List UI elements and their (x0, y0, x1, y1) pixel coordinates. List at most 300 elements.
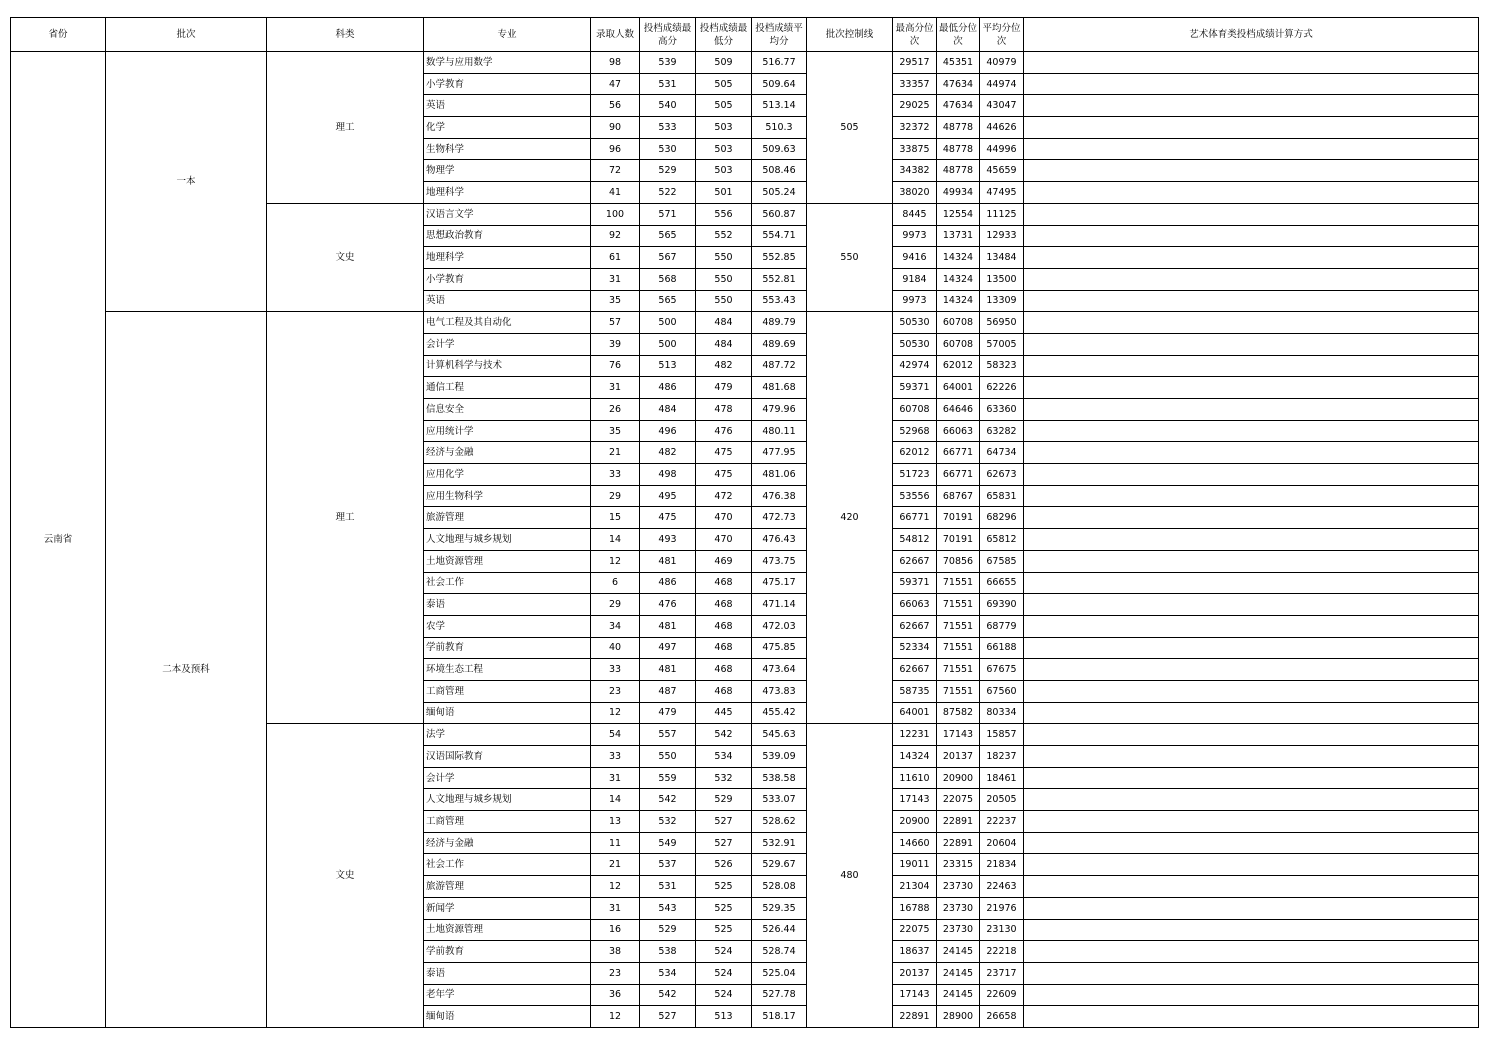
major-cell: 电气工程及其自动化 (424, 312, 591, 334)
max-score-cell: 479 (640, 702, 696, 724)
major-cell: 旅游管理 (424, 507, 591, 529)
major-cell: 物理学 (424, 160, 591, 182)
max-score-cell: 568 (640, 268, 696, 290)
enrolled-cell: 39 (591, 333, 640, 355)
enrolled-cell: 12 (591, 550, 640, 572)
avg-score-cell: 473.75 (752, 550, 807, 572)
min-rank-cell: 23315 (937, 854, 980, 876)
max-score-cell: 567 (640, 247, 696, 269)
min-score-cell: 525 (696, 919, 752, 941)
table-row (11, 52, 1479, 74)
max-score-cell: 496 (640, 420, 696, 442)
art-sports-cell (1024, 680, 1479, 702)
avg-score-cell: 528.62 (752, 811, 807, 833)
enrolled-cell: 26 (591, 399, 640, 421)
min-score-cell: 470 (696, 507, 752, 529)
avg-rank-cell: 66655 (980, 572, 1024, 594)
header-control-line: 批次控制线 (807, 18, 893, 52)
avg-score-cell: 489.69 (752, 333, 807, 355)
avg-rank-cell: 66188 (980, 637, 1024, 659)
max-rank-cell: 9973 (893, 225, 937, 247)
header-major: 专业 (424, 18, 591, 52)
header-art-sports: 艺术体育类投档成绩计算方式 (1024, 18, 1479, 52)
avg-score-cell: 513.14 (752, 95, 807, 117)
enrolled-cell: 29 (591, 594, 640, 616)
avg-rank-cell: 62673 (980, 464, 1024, 486)
min-score-cell: 503 (696, 117, 752, 139)
min-rank-cell: 66063 (937, 420, 980, 442)
avg-rank-cell: 13500 (980, 268, 1024, 290)
max-rank-cell: 21304 (893, 876, 937, 898)
min-score-cell: 532 (696, 767, 752, 789)
max-score-cell: 542 (640, 789, 696, 811)
max-rank-cell: 50530 (893, 333, 937, 355)
min-score-cell: 509 (696, 52, 752, 74)
avg-score-cell: 473.83 (752, 680, 807, 702)
min-score-cell: 468 (696, 637, 752, 659)
major-cell: 思想政治教育 (424, 225, 591, 247)
enrolled-cell: 31 (591, 897, 640, 919)
major-cell: 经济与金融 (424, 442, 591, 464)
admission-score-table (10, 17, 1479, 1028)
major-cell: 缅甸语 (424, 702, 591, 724)
min-rank-cell: 23730 (937, 919, 980, 941)
enrolled-cell: 14 (591, 529, 640, 551)
avg-score-cell: 476.38 (752, 485, 807, 507)
min-score-cell: 527 (696, 832, 752, 854)
avg-score-cell: 545.63 (752, 724, 807, 746)
art-sports-cell (1024, 854, 1479, 876)
enrolled-cell: 41 (591, 182, 640, 204)
avg-score-cell: 475.17 (752, 572, 807, 594)
major-cell: 应用生物科学 (424, 485, 591, 507)
art-sports-cell (1024, 355, 1479, 377)
avg-rank-cell: 22237 (980, 811, 1024, 833)
major-cell: 工商管理 (424, 811, 591, 833)
max-score-cell: 475 (640, 507, 696, 529)
max-rank-cell: 29025 (893, 95, 937, 117)
min-score-cell: 468 (696, 659, 752, 681)
major-cell: 会计学 (424, 333, 591, 355)
min-score-cell: 524 (696, 941, 752, 963)
max-score-cell: 559 (640, 767, 696, 789)
category-cell: 理工 (267, 52, 424, 204)
avg-score-cell: 476.43 (752, 529, 807, 551)
min-score-cell: 479 (696, 377, 752, 399)
max-score-cell: 531 (640, 876, 696, 898)
max-rank-cell: 11610 (893, 767, 937, 789)
avg-rank-cell: 45659 (980, 160, 1024, 182)
avg-rank-cell: 68296 (980, 507, 1024, 529)
major-cell: 生物科学 (424, 138, 591, 160)
min-rank-cell: 47634 (937, 73, 980, 95)
art-sports-cell (1024, 333, 1479, 355)
max-rank-cell: 9416 (893, 247, 937, 269)
min-rank-cell: 20137 (937, 746, 980, 768)
art-sports-cell (1024, 268, 1479, 290)
art-sports-cell (1024, 572, 1479, 594)
art-sports-cell (1024, 637, 1479, 659)
min-score-cell: 526 (696, 854, 752, 876)
header-min-score: 投档成绩最低分 (696, 18, 752, 52)
avg-rank-cell: 40979 (980, 52, 1024, 74)
header-avg-rank: 平均分位次 (980, 18, 1024, 52)
enrolled-cell: 38 (591, 941, 640, 963)
major-cell: 泰语 (424, 594, 591, 616)
major-cell: 信息安全 (424, 399, 591, 421)
art-sports-cell (1024, 485, 1479, 507)
max-score-cell: 534 (640, 962, 696, 984)
art-sports-cell (1024, 984, 1479, 1006)
avg-rank-cell: 23130 (980, 919, 1024, 941)
avg-score-cell: 560.87 (752, 203, 807, 225)
min-score-cell: 524 (696, 962, 752, 984)
avg-score-cell: 525.04 (752, 962, 807, 984)
enrolled-cell: 35 (591, 290, 640, 312)
control-line-cell: 550 (807, 203, 893, 311)
min-rank-cell: 70191 (937, 529, 980, 551)
avg-rank-cell: 18237 (980, 746, 1024, 768)
avg-score-cell: 554.71 (752, 225, 807, 247)
enrolled-cell: 72 (591, 160, 640, 182)
enrolled-cell: 12 (591, 1006, 640, 1028)
max-score-cell: 482 (640, 442, 696, 464)
avg-score-cell: 477.95 (752, 442, 807, 464)
control-line-cell: 505 (807, 52, 893, 204)
enrolled-cell: 54 (591, 724, 640, 746)
enrolled-cell: 36 (591, 984, 640, 1006)
min-score-cell: 503 (696, 138, 752, 160)
avg-score-cell: 472.73 (752, 507, 807, 529)
art-sports-cell (1024, 399, 1479, 421)
min-score-cell: 475 (696, 464, 752, 486)
avg-score-cell: 489.79 (752, 312, 807, 334)
avg-score-cell: 509.63 (752, 138, 807, 160)
max-score-cell: 571 (640, 203, 696, 225)
avg-rank-cell: 20604 (980, 832, 1024, 854)
max-score-cell: 493 (640, 529, 696, 551)
min-score-cell: 550 (696, 247, 752, 269)
max-rank-cell: 14660 (893, 832, 937, 854)
avg-score-cell: 528.74 (752, 941, 807, 963)
max-score-cell: 549 (640, 832, 696, 854)
min-score-cell: 525 (696, 876, 752, 898)
avg-rank-cell: 58323 (980, 355, 1024, 377)
max-rank-cell: 14324 (893, 746, 937, 768)
art-sports-cell (1024, 203, 1479, 225)
enrolled-cell: 31 (591, 767, 640, 789)
enrolled-cell: 47 (591, 73, 640, 95)
max-score-cell: 486 (640, 377, 696, 399)
min-rank-cell: 64646 (937, 399, 980, 421)
avg-score-cell: 553.43 (752, 290, 807, 312)
max-score-cell: 500 (640, 312, 696, 334)
max-score-cell: 527 (640, 1006, 696, 1028)
max-rank-cell: 33357 (893, 73, 937, 95)
art-sports-cell (1024, 225, 1479, 247)
art-sports-cell (1024, 290, 1479, 312)
avg-rank-cell: 63282 (980, 420, 1024, 442)
header-max-score: 投档成绩最高分 (640, 18, 696, 52)
avg-score-cell: 487.72 (752, 355, 807, 377)
avg-score-cell: 472.03 (752, 615, 807, 637)
enrolled-cell: 40 (591, 637, 640, 659)
max-score-cell: 532 (640, 811, 696, 833)
min-score-cell: 534 (696, 746, 752, 768)
category-cell: 理工 (267, 312, 424, 724)
min-score-cell: 525 (696, 897, 752, 919)
avg-rank-cell: 64734 (980, 442, 1024, 464)
table-body (11, 52, 1479, 1028)
avg-rank-cell: 21976 (980, 897, 1024, 919)
enrolled-cell: 34 (591, 615, 640, 637)
max-score-cell: 533 (640, 117, 696, 139)
art-sports-cell (1024, 941, 1479, 963)
max-score-cell: 484 (640, 399, 696, 421)
max-rank-cell: 59371 (893, 377, 937, 399)
major-cell: 会计学 (424, 767, 591, 789)
max-rank-cell: 66063 (893, 594, 937, 616)
avg-rank-cell: 11125 (980, 203, 1024, 225)
min-rank-cell: 60708 (937, 312, 980, 334)
enrolled-cell: 12 (591, 702, 640, 724)
min-score-cell: 542 (696, 724, 752, 746)
category-cell: 文史 (267, 724, 424, 1028)
min-rank-cell: 48778 (937, 138, 980, 160)
min-score-cell: 505 (696, 95, 752, 117)
min-score-cell: 472 (696, 485, 752, 507)
min-rank-cell: 64001 (937, 377, 980, 399)
avg-score-cell: 552.81 (752, 268, 807, 290)
category-cell: 文史 (267, 203, 424, 311)
control-line-cell: 480 (807, 724, 893, 1028)
art-sports-cell (1024, 1006, 1479, 1028)
major-cell: 计算机科学与技术 (424, 355, 591, 377)
max-score-cell: 538 (640, 941, 696, 963)
avg-rank-cell: 67560 (980, 680, 1024, 702)
min-score-cell: 513 (696, 1006, 752, 1028)
max-rank-cell: 62667 (893, 615, 937, 637)
min-rank-cell: 14324 (937, 268, 980, 290)
avg-score-cell: 473.64 (752, 659, 807, 681)
art-sports-cell (1024, 876, 1479, 898)
min-rank-cell: 71551 (937, 572, 980, 594)
avg-score-cell: 455.42 (752, 702, 807, 724)
enrolled-cell: 33 (591, 746, 640, 768)
max-score-cell: 495 (640, 485, 696, 507)
min-rank-cell: 22075 (937, 789, 980, 811)
max-score-cell: 513 (640, 355, 696, 377)
max-rank-cell: 9184 (893, 268, 937, 290)
enrolled-cell: 6 (591, 572, 640, 594)
enrolled-cell: 96 (591, 138, 640, 160)
table-row (11, 312, 1479, 334)
min-rank-cell: 23730 (937, 897, 980, 919)
avg-score-cell: 533.07 (752, 789, 807, 811)
max-rank-cell: 8445 (893, 203, 937, 225)
max-rank-cell: 60708 (893, 399, 937, 421)
enrolled-cell: 31 (591, 377, 640, 399)
min-score-cell: 476 (696, 420, 752, 442)
major-cell: 新闻学 (424, 897, 591, 919)
avg-rank-cell: 23717 (980, 962, 1024, 984)
max-rank-cell: 34382 (893, 160, 937, 182)
min-rank-cell: 20900 (937, 767, 980, 789)
art-sports-cell (1024, 529, 1479, 551)
art-sports-cell (1024, 312, 1479, 334)
header-enrolled: 录取人数 (591, 18, 640, 52)
major-cell: 人文地理与城乡规划 (424, 789, 591, 811)
avg-score-cell: 516.77 (752, 52, 807, 74)
max-score-cell: 481 (640, 659, 696, 681)
avg-score-cell: 509.64 (752, 73, 807, 95)
max-rank-cell: 52334 (893, 637, 937, 659)
min-rank-cell: 71551 (937, 680, 980, 702)
art-sports-cell (1024, 702, 1479, 724)
major-cell: 汉语国际教育 (424, 746, 591, 768)
avg-score-cell: 532.91 (752, 832, 807, 854)
max-rank-cell: 38020 (893, 182, 937, 204)
min-score-cell: 482 (696, 355, 752, 377)
max-rank-cell: 22891 (893, 1006, 937, 1028)
major-cell: 化学 (424, 117, 591, 139)
art-sports-cell (1024, 897, 1479, 919)
min-rank-cell: 66771 (937, 464, 980, 486)
max-rank-cell: 20900 (893, 811, 937, 833)
max-rank-cell: 51723 (893, 464, 937, 486)
major-cell: 泰语 (424, 962, 591, 984)
avg-score-cell: 529.67 (752, 854, 807, 876)
avg-score-cell: 526.44 (752, 919, 807, 941)
avg-rank-cell: 65831 (980, 485, 1024, 507)
avg-score-cell: 479.96 (752, 399, 807, 421)
max-rank-cell: 52968 (893, 420, 937, 442)
max-score-cell: 500 (640, 333, 696, 355)
enrolled-cell: 100 (591, 203, 640, 225)
max-score-cell: 557 (640, 724, 696, 746)
max-rank-cell: 53556 (893, 485, 937, 507)
max-score-cell: 530 (640, 138, 696, 160)
min-rank-cell: 48778 (937, 117, 980, 139)
min-score-cell: 484 (696, 333, 752, 355)
max-score-cell: 539 (640, 52, 696, 74)
enrolled-cell: 31 (591, 268, 640, 290)
min-rank-cell: 23730 (937, 876, 980, 898)
enrolled-cell: 12 (591, 876, 640, 898)
art-sports-cell (1024, 73, 1479, 95)
min-rank-cell: 47634 (937, 95, 980, 117)
min-rank-cell: 13731 (937, 225, 980, 247)
major-cell: 经济与金融 (424, 832, 591, 854)
major-cell: 法学 (424, 724, 591, 746)
max-rank-cell: 19011 (893, 854, 937, 876)
avg-rank-cell: 57005 (980, 333, 1024, 355)
min-rank-cell: 71551 (937, 637, 980, 659)
major-cell: 小学教育 (424, 73, 591, 95)
major-cell: 社会工作 (424, 854, 591, 876)
avg-rank-cell: 13484 (980, 247, 1024, 269)
max-rank-cell: 62012 (893, 442, 937, 464)
art-sports-cell (1024, 746, 1479, 768)
max-score-cell: 522 (640, 182, 696, 204)
avg-rank-cell: 18461 (980, 767, 1024, 789)
min-rank-cell: 22891 (937, 811, 980, 833)
min-score-cell: 470 (696, 529, 752, 551)
art-sports-cell (1024, 420, 1479, 442)
max-rank-cell: 58735 (893, 680, 937, 702)
avg-rank-cell: 80334 (980, 702, 1024, 724)
max-score-cell: 481 (640, 615, 696, 637)
major-cell: 社会工作 (424, 572, 591, 594)
art-sports-cell (1024, 767, 1479, 789)
major-cell: 土地资源管理 (424, 919, 591, 941)
enrolled-cell: 56 (591, 95, 640, 117)
avg-score-cell: 552.85 (752, 247, 807, 269)
min-rank-cell: 68767 (937, 485, 980, 507)
enrolled-cell: 33 (591, 464, 640, 486)
avg-rank-cell: 69390 (980, 594, 1024, 616)
header-province: 省份 (11, 18, 106, 52)
art-sports-cell (1024, 832, 1479, 854)
enrolled-cell: 92 (591, 225, 640, 247)
min-rank-cell: 66771 (937, 442, 980, 464)
avg-rank-cell: 12933 (980, 225, 1024, 247)
avg-score-cell: 475.85 (752, 637, 807, 659)
avg-score-cell: 510.3 (752, 117, 807, 139)
enrolled-cell: 29 (591, 485, 640, 507)
min-rank-cell: 70191 (937, 507, 980, 529)
control-line-cell: 420 (807, 312, 893, 724)
header-row (11, 18, 1479, 52)
header-category: 科类 (267, 18, 424, 52)
min-score-cell: 468 (696, 680, 752, 702)
header-min-rank: 最低分位次 (937, 18, 980, 52)
max-rank-cell: 16788 (893, 897, 937, 919)
max-score-cell: 481 (640, 550, 696, 572)
art-sports-cell (1024, 594, 1479, 616)
province-cell: 云南省 (11, 52, 106, 1028)
major-cell: 汉语言文学 (424, 203, 591, 225)
avg-rank-cell: 26658 (980, 1006, 1024, 1028)
avg-rank-cell: 21834 (980, 854, 1024, 876)
min-rank-cell: 45351 (937, 52, 980, 74)
min-score-cell: 501 (696, 182, 752, 204)
min-rank-cell: 17143 (937, 724, 980, 746)
major-cell: 缅甸语 (424, 1006, 591, 1028)
min-score-cell: 550 (696, 290, 752, 312)
max-rank-cell: 62667 (893, 659, 937, 681)
major-cell: 人文地理与城乡规划 (424, 529, 591, 551)
avg-score-cell: 539.09 (752, 746, 807, 768)
max-score-cell: 531 (640, 73, 696, 95)
min-rank-cell: 48778 (937, 160, 980, 182)
avg-rank-cell: 44974 (980, 73, 1024, 95)
enrolled-cell: 14 (591, 789, 640, 811)
avg-rank-cell: 22463 (980, 876, 1024, 898)
min-score-cell: 556 (696, 203, 752, 225)
min-rank-cell: 14324 (937, 290, 980, 312)
major-cell: 地理科学 (424, 247, 591, 269)
art-sports-cell (1024, 117, 1479, 139)
max-rank-cell: 22075 (893, 919, 937, 941)
max-rank-cell: 12231 (893, 724, 937, 746)
batch-cell: 一本 (106, 52, 267, 312)
max-rank-cell: 33875 (893, 138, 937, 160)
major-cell: 学前教育 (424, 941, 591, 963)
min-score-cell: 552 (696, 225, 752, 247)
avg-score-cell: 528.08 (752, 876, 807, 898)
avg-score-cell: 481.06 (752, 464, 807, 486)
